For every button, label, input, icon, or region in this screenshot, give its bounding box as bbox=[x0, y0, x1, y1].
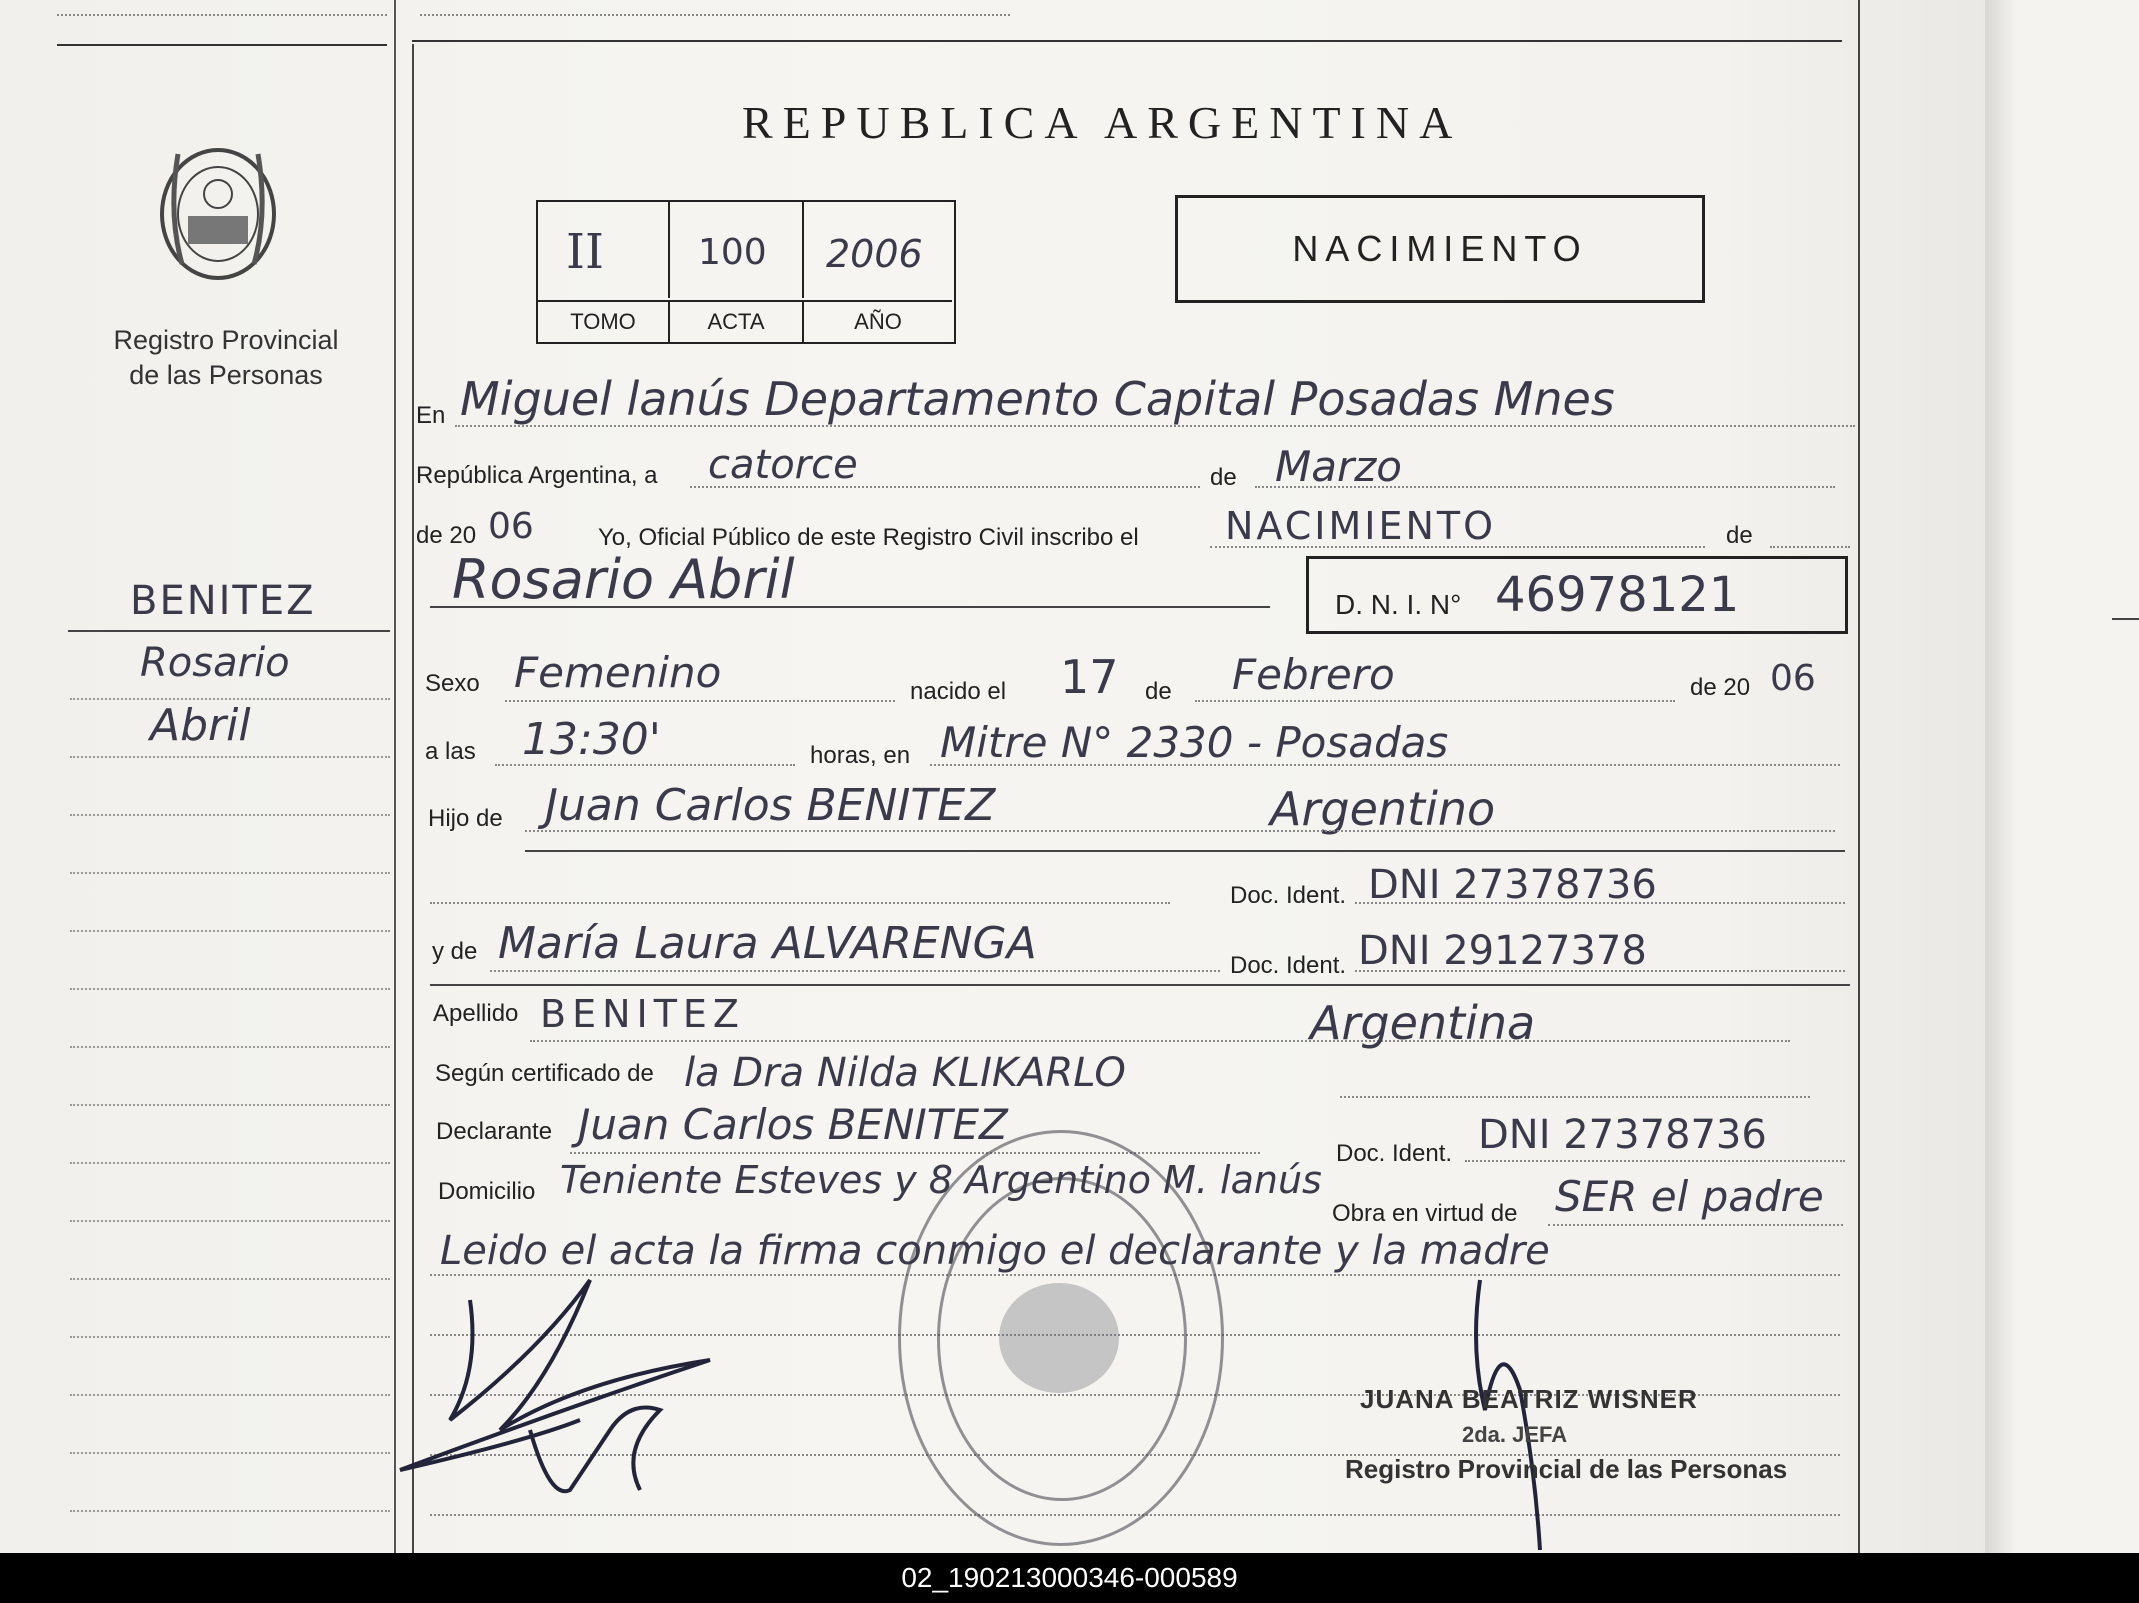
inscribe-value: NACIMIENTO bbox=[1225, 504, 1497, 548]
dni-value: 46978121 bbox=[1495, 567, 1740, 623]
tomo-cell bbox=[538, 202, 670, 298]
month-de-label: de bbox=[1210, 464, 1237, 491]
declarante-doc-line bbox=[1465, 1160, 1845, 1162]
left-top-rule bbox=[57, 44, 387, 46]
declarante-value: Juan Carlos BENITEZ bbox=[578, 1100, 1008, 1149]
horas-label: horas, en bbox=[810, 742, 911, 769]
declarante-label: Declarante bbox=[436, 1118, 553, 1145]
declarante-doc-value: DNI 27378736 bbox=[1478, 1112, 1767, 1158]
margin-rule bbox=[68, 630, 390, 632]
father-rule bbox=[525, 850, 1845, 852]
tomo-label: TOMO bbox=[538, 300, 670, 342]
misiones-seal-icon bbox=[148, 134, 288, 294]
apellido-line bbox=[530, 1040, 1790, 1042]
registry-label-line1: Registro Provincial bbox=[113, 325, 339, 355]
republica-label: República Argentina, a bbox=[416, 462, 658, 489]
mother-doc-line bbox=[1355, 970, 1845, 972]
birth-month-value: Febrero bbox=[1232, 650, 1395, 699]
official-name: JUANA BEATRIZ WISNER bbox=[1360, 1384, 1698, 1414]
birth-year-prefix: de 20 bbox=[1690, 674, 1751, 701]
father-doc-label: Doc. Ident. bbox=[1230, 882, 1347, 909]
domicilio-label: Domicilio bbox=[438, 1178, 536, 1205]
place-value: Mitre N° 2330 - Posadas bbox=[940, 718, 1449, 767]
tomo-acta-anio-box bbox=[536, 200, 956, 344]
nacido-label: nacido el bbox=[910, 678, 1007, 705]
mother-value: María Laura ALVARENGA bbox=[498, 918, 1037, 969]
en-value: Miguel lanús Departamento Capital Posadas Mnes bbox=[460, 372, 1615, 426]
de-label-2: de bbox=[1726, 522, 1753, 549]
record-type-box: NACIMIENTO bbox=[1175, 195, 1705, 303]
margin-surname: BENITEZ bbox=[130, 578, 316, 624]
obra-line bbox=[1548, 1224, 1843, 1226]
father-doc-line bbox=[1355, 902, 1845, 904]
acta-value: 100 bbox=[698, 232, 767, 273]
mother-doc-value: DNI 29127378 bbox=[1358, 928, 1647, 974]
sexo-label: Sexo bbox=[425, 670, 480, 697]
sexo-line bbox=[505, 700, 895, 702]
top-dots bbox=[420, 14, 1010, 16]
declarante-line bbox=[570, 1152, 1260, 1154]
obra-value: SER el padre bbox=[1555, 1172, 1824, 1221]
hijo-label: Hijo de bbox=[428, 805, 503, 832]
official-role: 2da. JEFA bbox=[1462, 1422, 1568, 1447]
domicilio-value: Teniente Esteves y 8 Argentino M. lanús bbox=[560, 1158, 1322, 1202]
anio-label: AÑO bbox=[804, 300, 952, 342]
declarante-doc-label: Doc. Ident. bbox=[1336, 1140, 1453, 1167]
margin-first-name: Rosario bbox=[140, 640, 290, 686]
anio-cell bbox=[804, 202, 952, 298]
dni-label: D. N. I. N° bbox=[1335, 589, 1462, 620]
image-id-footer: 02_190213000346-000589 bbox=[0, 1553, 2139, 1603]
day-value: catorce bbox=[708, 442, 858, 488]
year-suffix: 06 bbox=[488, 506, 534, 547]
year-prefix: de 20 bbox=[416, 522, 477, 549]
registry-label-line2: de las Personas bbox=[129, 360, 323, 390]
left-top-dots bbox=[57, 14, 387, 16]
official-stamp bbox=[898, 1130, 1224, 1546]
day-line bbox=[690, 486, 1200, 488]
en-label: En bbox=[416, 402, 446, 429]
inscribe-line bbox=[1210, 546, 1705, 548]
month-line bbox=[1255, 486, 1835, 488]
birth-year-suffix: 06 bbox=[1770, 658, 1816, 699]
certificado-value: la Dra Nilda KLIKARLO bbox=[684, 1050, 1126, 1096]
father-nationality: Argentino bbox=[1270, 782, 1496, 836]
mother-nationality: Argentina bbox=[1310, 996, 1536, 1050]
apellido-value: BENITEZ bbox=[540, 992, 745, 1036]
birth-day-value: 17 bbox=[1060, 650, 1119, 704]
acta-cell bbox=[670, 202, 804, 298]
tomo-value: II bbox=[566, 224, 604, 280]
next-page-edge bbox=[1985, 0, 2139, 1553]
certificado-label: Según certificado de bbox=[435, 1060, 654, 1087]
stamp-emblem-icon bbox=[999, 1283, 1119, 1393]
hour-value: 13:30' bbox=[522, 714, 661, 765]
father-value: Juan Carlos BENITEZ bbox=[545, 780, 996, 831]
country-title: REPUBLICA ARGENTINA bbox=[742, 97, 1463, 148]
father-doc-blank bbox=[430, 902, 1170, 904]
de-line-2 bbox=[1770, 546, 1850, 548]
place-line bbox=[930, 764, 1840, 766]
obra-label: Obra en virtud de bbox=[1332, 1200, 1518, 1227]
sexo-value: Femenino bbox=[514, 648, 722, 697]
apellido-label: Apellido bbox=[433, 1000, 519, 1027]
child-name-value: Rosario Abril bbox=[452, 548, 795, 611]
anio-value: 2006 bbox=[826, 232, 923, 276]
next-page-rule bbox=[2112, 618, 2139, 620]
oficial-text: Yo, Oficial Público de este Registro Civil inscribo el bbox=[598, 524, 1139, 551]
declarante-signature bbox=[380, 1260, 740, 1510]
official-office: Registro Provincial de las Personas bbox=[1345, 1454, 1788, 1484]
father-line bbox=[525, 830, 1835, 832]
top-rule bbox=[412, 40, 1842, 42]
certificado-line bbox=[1340, 1096, 1810, 1098]
hour-line bbox=[495, 764, 795, 766]
a-las-label: a las bbox=[425, 738, 476, 765]
month-value: Marzo bbox=[1275, 442, 1402, 491]
y-de-label: y de bbox=[432, 938, 478, 965]
birth-month-line bbox=[1195, 700, 1675, 702]
mother-doc-label: Doc. Ident. bbox=[1230, 952, 1347, 979]
acta-label: ACTA bbox=[670, 300, 804, 342]
margin-middle-name: Abril bbox=[150, 700, 251, 751]
name-line bbox=[430, 606, 1270, 608]
mother-rule bbox=[430, 984, 1850, 986]
form-right-border bbox=[1858, 0, 1860, 1553]
dni-box bbox=[1306, 556, 1848, 634]
en-line bbox=[455, 425, 1855, 427]
mother-line bbox=[490, 970, 1220, 972]
father-doc-value: DNI 27378736 bbox=[1368, 862, 1657, 908]
leido-value: Leido el acta la firma conmigo el declarante y la madre bbox=[440, 1228, 1550, 1274]
birth-de-label: de bbox=[1145, 678, 1172, 705]
